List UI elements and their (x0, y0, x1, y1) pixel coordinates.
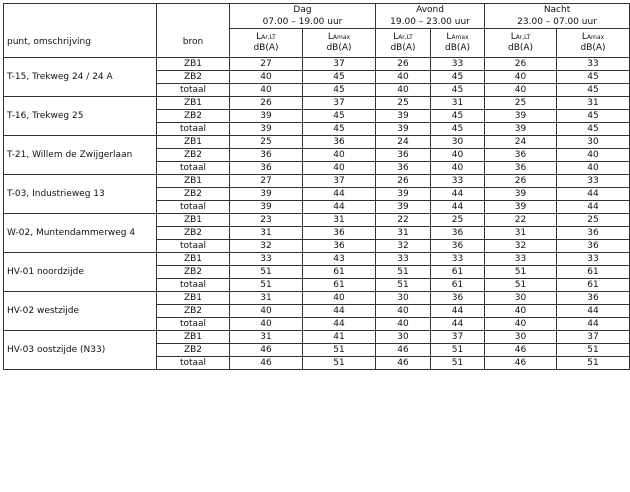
source-cell: totaal (157, 201, 230, 214)
source-cell: totaal (157, 84, 230, 97)
value-cell: 45 (303, 123, 376, 136)
source-header-spacer-2 (157, 16, 230, 29)
source-cell: ZB2 (157, 344, 230, 357)
location-cell: HV-01 noordzijde (4, 253, 157, 292)
value-cell: 31 (303, 214, 376, 227)
value-cell: 36 (557, 240, 630, 253)
value-cell: 33 (557, 175, 630, 188)
value-cell: 51 (230, 266, 303, 279)
location-cell: T-03, Industrieweg 13 (4, 175, 157, 214)
value-cell: 36 (485, 162, 557, 175)
value-cell: 25 (485, 97, 557, 110)
source-cell: totaal (157, 240, 230, 253)
value-cell: 32 (485, 240, 557, 253)
value-cell: 37 (431, 331, 485, 344)
value-cell: 36 (230, 162, 303, 175)
value-cell: 46 (485, 344, 557, 357)
source-cell: ZB1 (157, 97, 230, 110)
source-cell: totaal (157, 318, 230, 331)
value-cell: 36 (230, 149, 303, 162)
value-cell: 51 (303, 357, 376, 370)
value-cell: 39 (230, 201, 303, 214)
value-cell: 36 (376, 162, 431, 175)
value-cell: 44 (431, 188, 485, 201)
source-cell: ZB2 (157, 305, 230, 318)
value-cell: 36 (376, 149, 431, 162)
value-cell: 33 (557, 253, 630, 266)
value-cell: 41 (303, 331, 376, 344)
value-cell: 40 (230, 84, 303, 97)
value-cell: 61 (431, 279, 485, 292)
location-cell: T-21, Willem de Zwijgerlaan (4, 136, 157, 175)
value-cell: 31 (230, 227, 303, 240)
value-cell: 22 (485, 214, 557, 227)
value-cell: 44 (303, 305, 376, 318)
value-cell: 33 (485, 253, 557, 266)
value-cell: 40 (303, 162, 376, 175)
source-cell: ZB1 (157, 253, 230, 266)
metric-header: LAr,LT dB(A) (230, 29, 303, 58)
value-cell: 22 (376, 214, 431, 227)
location-cell: T-15, Trekweg 24 / 24 A (4, 58, 157, 97)
period-header-nacht: Nacht (485, 4, 630, 17)
table-row (4, 58, 630, 71)
value-cell: 39 (376, 201, 431, 214)
value-cell: 40 (230, 318, 303, 331)
value-cell: 40 (485, 305, 557, 318)
table-row (4, 292, 630, 305)
value-cell: 33 (557, 58, 630, 71)
location-column-header: punt, omschrijving (4, 29, 157, 58)
period-time-dag: 07.00 – 19.00 uur (230, 16, 376, 29)
value-cell: 23 (230, 214, 303, 227)
value-cell: 36 (303, 240, 376, 253)
value-cell: 45 (557, 110, 630, 123)
value-cell: 39 (485, 123, 557, 136)
value-cell: 40 (557, 149, 630, 162)
value-cell: 44 (431, 318, 485, 331)
value-cell: 24 (376, 136, 431, 149)
value-cell: 30 (376, 292, 431, 305)
value-cell: 30 (557, 136, 630, 149)
value-cell: 33 (376, 253, 431, 266)
value-cell: 46 (376, 357, 431, 370)
source-cell: ZB2 (157, 188, 230, 201)
value-cell: 26 (376, 175, 431, 188)
value-cell: 37 (303, 175, 376, 188)
value-cell: 40 (376, 84, 431, 97)
value-cell: 26 (376, 58, 431, 71)
value-cell: 61 (303, 266, 376, 279)
value-cell: 39 (230, 110, 303, 123)
value-cell: 32 (376, 240, 431, 253)
value-cell: 51 (376, 279, 431, 292)
value-cell: 44 (303, 201, 376, 214)
metric-header: LAr,LT dB(A) (485, 29, 557, 58)
table-row (4, 331, 630, 344)
table-row (4, 175, 630, 188)
value-cell: 33 (431, 58, 485, 71)
period-time-avond: 19.00 – 23.00 uur (376, 16, 485, 29)
value-cell: 30 (485, 292, 557, 305)
source-cell: ZB2 (157, 71, 230, 84)
value-cell: 45 (431, 71, 485, 84)
value-cell: 40 (376, 71, 431, 84)
value-cell: 33 (431, 253, 485, 266)
value-cell: 30 (431, 136, 485, 149)
period-header-avond: Avond (376, 4, 485, 17)
value-cell: 40 (557, 162, 630, 175)
period-time-nacht: 23.00 – 07.00 uur (485, 16, 630, 29)
metric-header: LAmax dB(A) (303, 29, 376, 58)
value-cell: 45 (431, 123, 485, 136)
value-cell: 44 (557, 188, 630, 201)
location-cell: HV-03 oostzijde (N33) (4, 331, 157, 370)
value-cell: 33 (431, 175, 485, 188)
value-cell: 61 (303, 279, 376, 292)
value-cell: 36 (485, 149, 557, 162)
value-cell: 36 (557, 227, 630, 240)
period-header-dag: Dag (230, 4, 376, 17)
value-cell: 39 (376, 110, 431, 123)
value-cell: 44 (557, 201, 630, 214)
value-cell: 36 (303, 136, 376, 149)
value-cell: 40 (431, 162, 485, 175)
value-cell: 46 (485, 357, 557, 370)
value-cell: 51 (485, 266, 557, 279)
table-row (4, 97, 630, 110)
value-cell: 51 (431, 344, 485, 357)
value-cell: 31 (376, 227, 431, 240)
value-cell: 25 (376, 97, 431, 110)
value-cell: 26 (230, 97, 303, 110)
source-cell: ZB1 (157, 292, 230, 305)
value-cell: 51 (431, 357, 485, 370)
value-cell: 33 (230, 253, 303, 266)
value-cell: 31 (557, 97, 630, 110)
source-column-header: bron (157, 29, 230, 58)
value-cell: 40 (485, 84, 557, 97)
source-cell: totaal (157, 357, 230, 370)
value-cell: 39 (485, 188, 557, 201)
value-cell: 31 (431, 97, 485, 110)
value-cell: 46 (230, 344, 303, 357)
source-cell: ZB2 (157, 149, 230, 162)
value-cell: 40 (485, 318, 557, 331)
value-cell: 25 (431, 214, 485, 227)
source-header-spacer (157, 4, 230, 17)
table-row (4, 214, 630, 227)
value-cell: 39 (376, 188, 431, 201)
value-cell: 39 (485, 201, 557, 214)
value-cell: 44 (303, 188, 376, 201)
value-cell: 36 (431, 292, 485, 305)
source-cell: totaal (157, 123, 230, 136)
value-cell: 45 (557, 123, 630, 136)
value-cell: 51 (557, 357, 630, 370)
source-cell: totaal (157, 162, 230, 175)
value-cell: 26 (485, 58, 557, 71)
value-cell: 39 (230, 123, 303, 136)
source-cell: ZB2 (157, 266, 230, 279)
value-cell: 39 (376, 123, 431, 136)
value-cell: 40 (431, 149, 485, 162)
value-cell: 32 (230, 240, 303, 253)
value-cell: 40 (376, 305, 431, 318)
value-cell: 40 (303, 292, 376, 305)
value-cell: 51 (376, 266, 431, 279)
value-cell: 25 (557, 214, 630, 227)
value-cell: 39 (485, 110, 557, 123)
source-cell: ZB2 (157, 227, 230, 240)
value-cell: 61 (557, 279, 630, 292)
source-cell: ZB2 (157, 110, 230, 123)
value-cell: 61 (431, 266, 485, 279)
value-cell: 27 (230, 175, 303, 188)
value-cell: 31 (230, 292, 303, 305)
value-cell: 26 (485, 175, 557, 188)
value-cell: 44 (557, 305, 630, 318)
value-cell: 44 (303, 318, 376, 331)
value-cell: 45 (303, 110, 376, 123)
value-cell: 36 (431, 240, 485, 253)
value-cell: 45 (557, 84, 630, 97)
value-cell: 51 (485, 279, 557, 292)
value-cell: 46 (376, 344, 431, 357)
value-cell: 30 (485, 331, 557, 344)
table-row (4, 136, 630, 149)
metric-header: LAr,LT dB(A) (376, 29, 431, 58)
value-cell: 45 (303, 71, 376, 84)
value-cell: 44 (557, 318, 630, 331)
corner-cell-2 (4, 16, 157, 29)
value-cell: 45 (303, 84, 376, 97)
value-cell: 37 (303, 97, 376, 110)
value-cell: 36 (431, 227, 485, 240)
value-cell: 37 (557, 331, 630, 344)
value-cell: 40 (376, 318, 431, 331)
value-cell: 24 (485, 136, 557, 149)
source-cell: ZB1 (157, 175, 230, 188)
source-cell: totaal (157, 279, 230, 292)
value-cell: 40 (230, 71, 303, 84)
value-cell: 30 (376, 331, 431, 344)
metric-header: LAmax dB(A) (431, 29, 485, 58)
location-cell: HV-02 westzijde (4, 292, 157, 331)
table-row (4, 253, 630, 266)
value-cell: 39 (230, 188, 303, 201)
value-cell: 36 (557, 292, 630, 305)
source-cell: ZB1 (157, 331, 230, 344)
source-cell: ZB1 (157, 58, 230, 71)
value-cell: 27 (230, 58, 303, 71)
value-cell: 45 (557, 71, 630, 84)
value-cell: 45 (431, 110, 485, 123)
source-cell: ZB1 (157, 214, 230, 227)
value-cell: 51 (230, 279, 303, 292)
metric-header: LAmax dB(A) (557, 29, 630, 58)
value-cell: 51 (303, 344, 376, 357)
value-cell: 37 (303, 58, 376, 71)
corner-cell (4, 4, 157, 17)
value-cell: 46 (230, 357, 303, 370)
value-cell: 43 (303, 253, 376, 266)
value-cell: 40 (230, 305, 303, 318)
value-cell: 31 (485, 227, 557, 240)
value-cell: 44 (431, 305, 485, 318)
location-cell: T-16, Trekweg 25 (4, 97, 157, 136)
source-cell: ZB1 (157, 136, 230, 149)
value-cell: 51 (557, 344, 630, 357)
value-cell: 61 (557, 266, 630, 279)
value-cell: 31 (230, 331, 303, 344)
value-cell: 25 (230, 136, 303, 149)
value-cell: 45 (431, 84, 485, 97)
value-cell: 40 (303, 149, 376, 162)
value-cell: 44 (431, 201, 485, 214)
table-body (4, 58, 630, 370)
value-cell: 36 (303, 227, 376, 240)
location-cell: W-02, Muntendammerweg 4 (4, 214, 157, 253)
value-cell: 40 (485, 71, 557, 84)
noise-levels-table (3, 3, 630, 370)
